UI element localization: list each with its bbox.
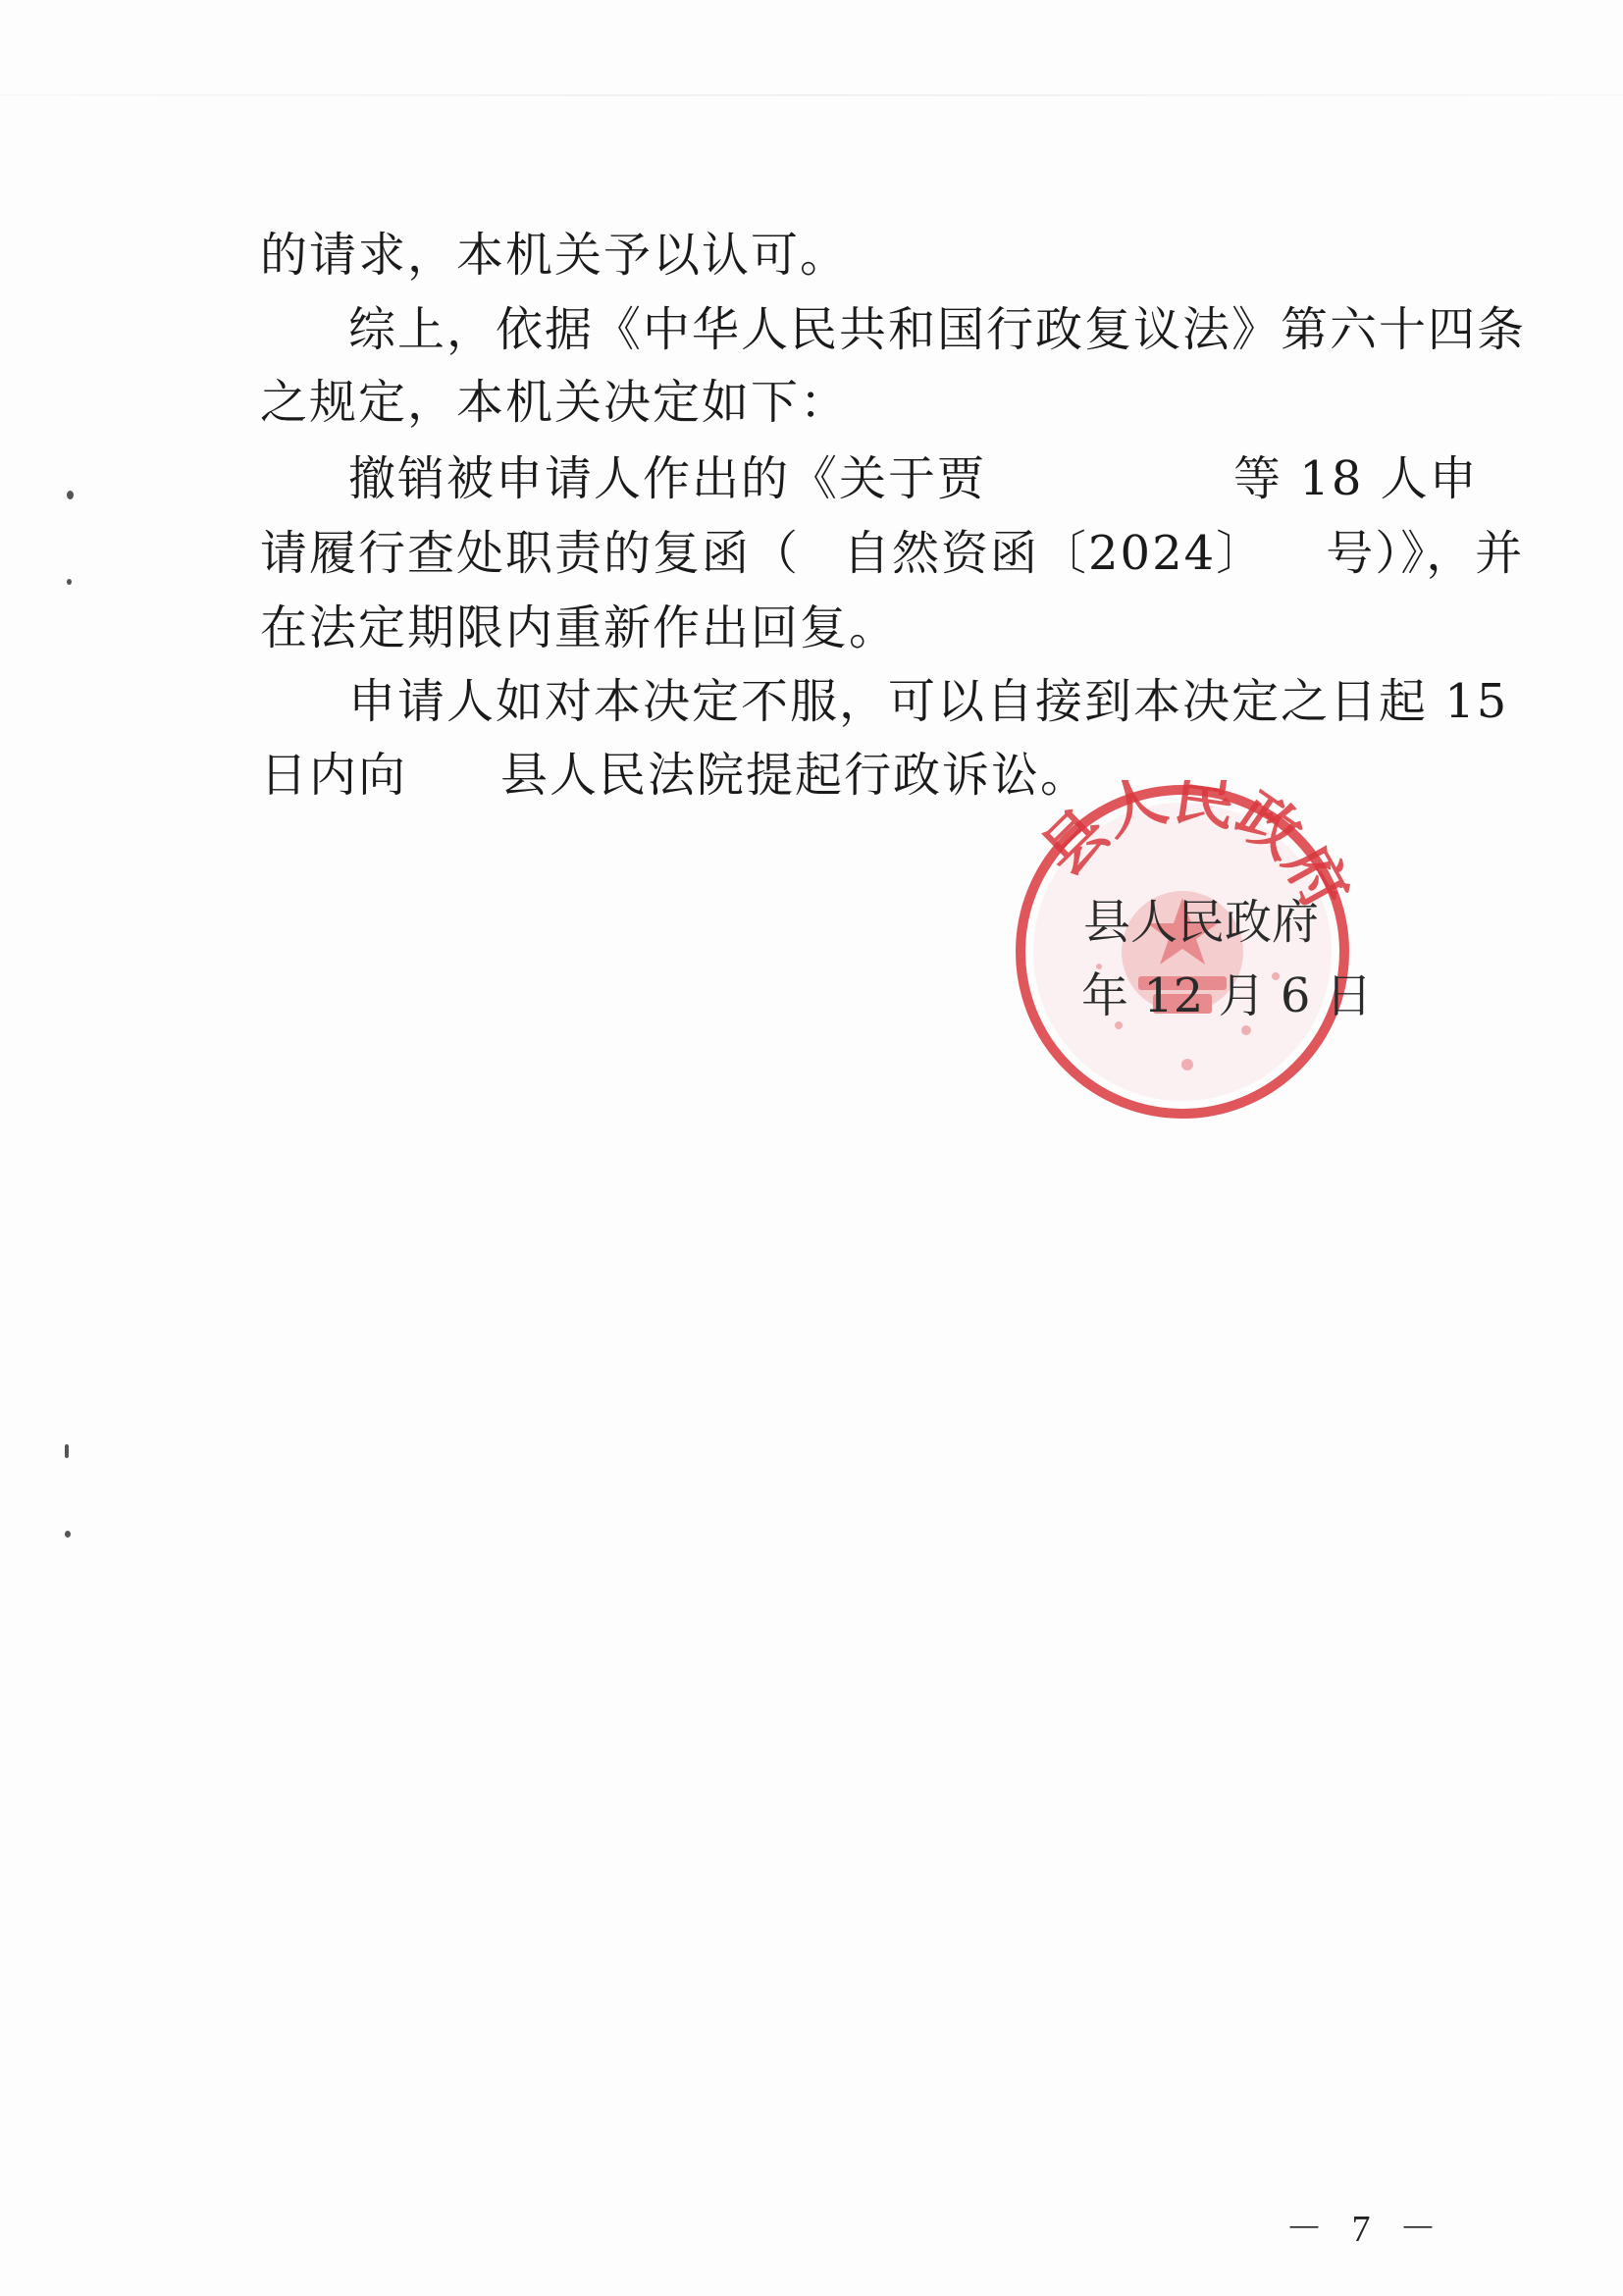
paragraph-3-line-3 [260,597,898,659]
paragraph-1-line-1 [260,224,849,287]
text-segment: 等 18 人申 [1233,451,1479,506]
official-seal [991,780,1374,1123]
text-segment: 申请人如对本决定不服，可以自接到本决定之日起 15 [348,674,1509,729]
page-number: － 7 － [1285,2209,1447,2250]
text-segment: 县人民法院提起行政诉讼。 [500,748,1090,803]
text-segment: 的请求，本机关予以认可。 [260,228,850,283]
text-segment: 自然资函〔2024〕 [843,526,1266,581]
seal-emblem-icon [991,780,1374,1123]
scan-speck [65,1444,69,1458]
text-segment: 请履行查处职责的复函（ [260,526,801,581]
scan-speck [67,491,74,499]
text-segment: 之规定，本机关决定如下： [260,375,850,430]
scan-speck [65,1531,71,1538]
paragraph-3-line-2 [260,522,1524,585]
issuing-authority: 县人民政府 [1083,895,1320,950]
text-segment: 在法定期限内重新作出回复。 [260,600,899,655]
paragraph-2-line-2 [260,371,849,434]
paragraph-4-line-1 [348,670,1508,733]
text-segment: 综上，依据《中华人民共和国行政复议法》第六十四条 [348,302,1527,357]
seal-text: 县人民政府 [1027,780,1363,921]
issue-date: 年 12 月 6 日 [1081,968,1373,1023]
text-segment: 日内向 [260,748,408,803]
scan-speck [67,579,72,585]
paragraph-2-line-1 [348,298,1526,361]
text-segment: 号）》，并 [1326,526,1525,581]
text-segment: 撤销被申请人作出的《关于贾 [348,451,987,506]
paragraph-3-line-1 [348,447,1479,510]
paragraph-4-line-2 [260,744,1089,807]
scan-edge [0,94,1623,96]
